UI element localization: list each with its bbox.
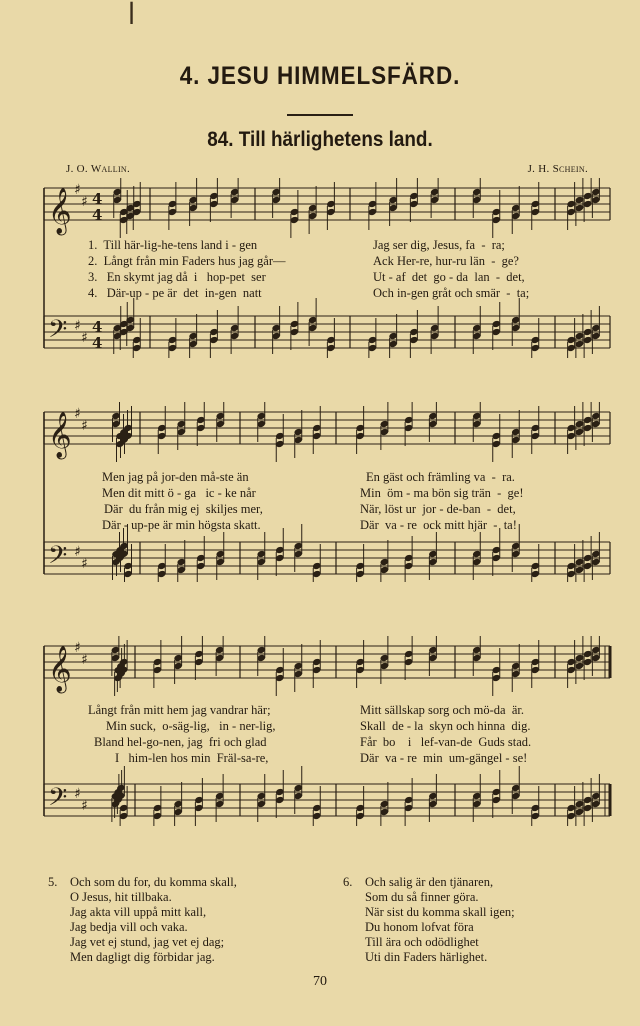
lyric-line: 4. Där-up - pe är det in-gen natt bbox=[88, 286, 262, 300]
sharp-icon: ♯ bbox=[74, 786, 81, 802]
stanza-line: Du honom lofvat föra bbox=[365, 920, 474, 934]
sharp-icon: ♯ bbox=[81, 556, 88, 572]
stanza-number: 6. bbox=[343, 875, 353, 889]
lyric-line: 3. En skymt jag då i hop-pet ser bbox=[88, 270, 266, 284]
lyric-line: Ack Her-re, hur-ru län - ge? bbox=[373, 254, 519, 268]
sharp-icon: ♯ bbox=[81, 652, 88, 668]
composer-credit: J. H. Schein. bbox=[527, 163, 588, 175]
time-signature: 4 bbox=[92, 190, 103, 208]
stanza-number: 5. bbox=[48, 875, 58, 889]
hymn-title: 84. Till härlighetens land. bbox=[207, 128, 433, 151]
bass-clef-icon: 𝄢 bbox=[48, 315, 68, 350]
lyric-line: Min suck, o-säg-lig, in - ner-lig, bbox=[106, 719, 276, 733]
time-signature: 4 bbox=[92, 206, 103, 224]
stanza-line: Jag vet ej stund, jag vet ej dag; bbox=[70, 935, 225, 949]
title-rule bbox=[287, 114, 353, 116]
stanza-line: När sist du komma skall igen; bbox=[365, 905, 515, 919]
lyric-line: Men dit mitt ö - ga ic - ke når bbox=[102, 486, 256, 500]
stanza-line: Jag akta vill uppå mitt kall, bbox=[70, 905, 207, 919]
music-system-2 bbox=[0, 402, 640, 582]
lyric-line: Mitt sällskap sorg och mö-da är. bbox=[360, 703, 524, 717]
sharp-icon: ♯ bbox=[74, 640, 81, 656]
bass-clef-icon: 𝄢 bbox=[48, 541, 68, 576]
top-mark: ꟾ bbox=[128, 4, 136, 30]
lyric-line: Där du från mig ej skiljes mer, bbox=[104, 502, 263, 516]
stanza-line: Uti din Faders härlighet. bbox=[365, 950, 488, 964]
lyric-line: Där va - re min um-gängel - se! bbox=[360, 751, 528, 765]
stanza-line: Och som du for, du komma skall, bbox=[70, 875, 237, 889]
lyric-line: Långt från mitt hem jag vandrar här; bbox=[88, 703, 271, 717]
lyric-line: Min öm - ma bön sig trän - ge! bbox=[360, 486, 524, 500]
lyric-line: Men jag på jor-den må-ste än bbox=[102, 470, 249, 484]
lyric-line: Jag ser dig, Jesus, fa - ra; bbox=[373, 238, 505, 252]
lyric-line: Skall de - la skyn och hinna dig. bbox=[360, 719, 531, 733]
lyric-line: Och in-gen gråt och smär - ta; bbox=[373, 286, 530, 300]
sharp-icon: ♯ bbox=[74, 318, 81, 334]
sharp-icon: ♯ bbox=[81, 798, 88, 814]
sharp-icon: ♯ bbox=[74, 544, 81, 560]
stanza-line: Och salig är den tjänaren, bbox=[365, 875, 494, 889]
lyric-line: 2. Långt från min Faders hus jag går— bbox=[88, 254, 286, 268]
sharp-icon: ♯ bbox=[74, 182, 81, 198]
stanza-line: Till ära och odödlighet bbox=[365, 935, 479, 949]
page-number: 70 bbox=[313, 974, 327, 989]
stanza-line: O Jesus, hit tillbaka. bbox=[70, 890, 172, 904]
sharp-icon: ♯ bbox=[81, 418, 88, 434]
lyric-line: Ut - af det go - da lan - det, bbox=[373, 270, 525, 284]
stanza-line: Jag bedja vill och vaka. bbox=[70, 920, 188, 934]
treble-clef-icon: 𝄞 bbox=[48, 188, 72, 234]
lyric-line: Bland hel-go-nen, jag fri och glad bbox=[94, 735, 267, 749]
music-system-3 bbox=[0, 636, 640, 826]
time-signature: 4 bbox=[92, 318, 103, 336]
sharp-icon: ♯ bbox=[81, 330, 88, 346]
time-signature: 4 bbox=[92, 334, 103, 352]
author-credit: J. O. Wallin. bbox=[66, 163, 131, 175]
stanza-line: Men dagligt dig förbidar jag. bbox=[70, 950, 215, 964]
lyric-line: I him-len hos min Fräl-sa-re, bbox=[115, 751, 269, 765]
lyric-line: Där - up-pe är min högsta skatt. bbox=[102, 518, 261, 532]
bass-clef-icon: 𝄢 bbox=[48, 783, 68, 818]
section-title: 4. JESU HIMMELSFÄRD. bbox=[179, 62, 461, 90]
lyric-line: När, löst ur jor - de-ban - det, bbox=[360, 502, 516, 516]
sharp-icon: ♯ bbox=[81, 194, 88, 210]
lyric-line: Får bo i lef-van-de Guds stad. bbox=[360, 735, 532, 749]
lyric-line: En gäst och främling va - ra. bbox=[366, 470, 515, 484]
lyric-line: 1. Till här-lig-he-tens land i - gen bbox=[88, 238, 258, 252]
treble-clef-icon: 𝄞 bbox=[48, 646, 72, 692]
sharp-icon: ♯ bbox=[74, 406, 81, 422]
lyric-line: Där va - re ock mitt hjär - ta! bbox=[360, 518, 517, 532]
stanza-line: Som du så finner göra. bbox=[365, 890, 479, 904]
treble-clef-icon: 𝄞 bbox=[48, 412, 72, 458]
